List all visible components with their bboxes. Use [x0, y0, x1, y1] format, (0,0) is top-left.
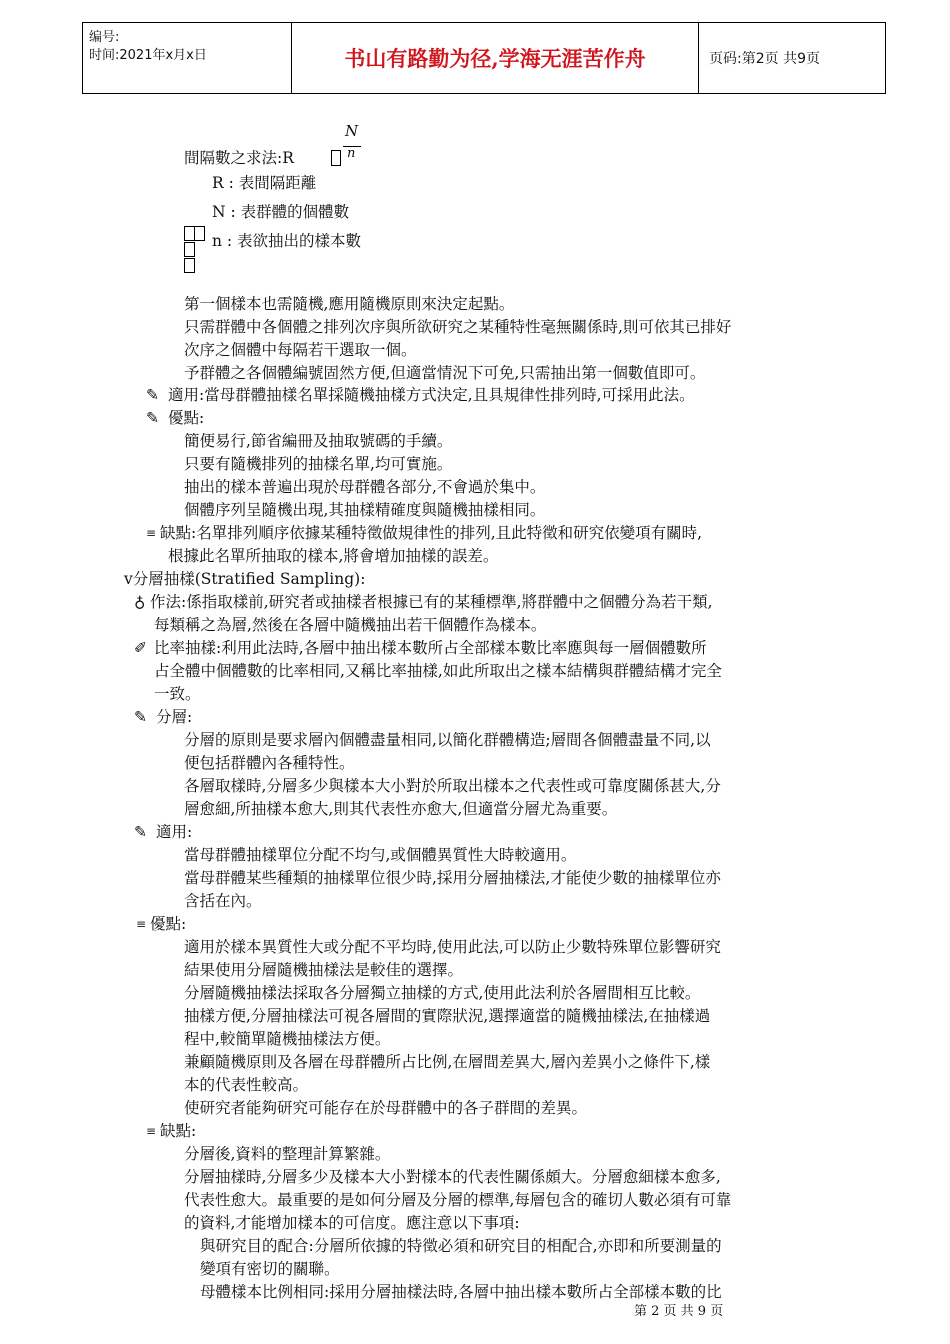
- text-line: 適用於樣本異質性大或分配不平均時,使用此法,可以防止少數特殊單位影響研究: [184, 938, 721, 956]
- formula-numerator: N: [345, 122, 359, 140]
- text-line: 第一個樣本也需隨機,應用隨機原則來決定起點。: [184, 295, 515, 313]
- text-line: 各層取樣時,分層多少與樣本大小對於所取出樣本之代表性或可靠度關係甚大,分: [184, 777, 721, 795]
- list-icon: ≡: [146, 1124, 157, 1138]
- text-line: 一致。: [154, 685, 201, 703]
- text-line: 層愈細,所抽樣本愈大,則其代表性亦愈大,但適當分層尤為重要。: [184, 800, 618, 818]
- missing-glyph-box: [184, 242, 195, 257]
- text-line: 兼顧隨機原則及各層在母群體所占比例,在層間差異大,層內差異小之條件下,樣: [184, 1053, 711, 1071]
- text-line: 本的代表性較高。: [184, 1076, 309, 1094]
- text-line: 缺點:名單排列順序依據某種特徵做規律性的排列,且此特徵和研究依變項有關時,: [160, 524, 703, 542]
- missing-glyph-box: [194, 226, 205, 241]
- text-line: 含括在內。: [184, 892, 262, 910]
- text-line: 缺點:: [160, 1122, 197, 1140]
- text-line: 適用:當母群體抽樣名單採隨機抽樣方式決定,且具規律性排列時,可採用此法。: [168, 386, 695, 404]
- text-line: 簡便易行,節省編冊及抽取號碼的手續。: [184, 432, 453, 450]
- text-line: 變項有密切的關聯。: [200, 1260, 340, 1278]
- text-line: 當母群體抽樣單位分配不均勻,或個體異質性大時較適用。: [184, 846, 577, 864]
- text-line: 適用:: [156, 823, 193, 841]
- text-line: R : 表間隔距離: [212, 174, 317, 192]
- text-line: 優點:: [168, 409, 205, 427]
- text-line: 分層:: [156, 708, 193, 726]
- text-line: 程中,較簡單隨機抽樣法方便。: [184, 1030, 391, 1048]
- time-label: 时间:2021年x月x日: [89, 48, 207, 63]
- text-line: 使研究者能夠研究可能存在於母群體中的各子群間的差異。: [184, 1099, 588, 1117]
- text-line: 優點:: [150, 915, 187, 933]
- list-icon: ≡: [136, 917, 147, 931]
- text-line: n : 表欲抽出的樣本數: [212, 232, 362, 250]
- text-line: 予群體之各個體編號固然方便,但適當情況下可免,只需抽出第一個數值即可。: [184, 364, 706, 382]
- text-line: 代表性愈大。最重要的是如何分層及分層的標準,每層包含的確切人數必須有可靠: [184, 1191, 732, 1209]
- list-icon: ≡: [146, 526, 157, 540]
- text-line: 當母群體某些種類的抽樣單位很少時,採用分層抽樣法,才能使少數的抽樣單位亦: [184, 869, 721, 887]
- text-line: 分層的原則是要求層內個體盡量相同,以簡化群體構造;層間各個體盡量不同,以: [184, 731, 711, 749]
- text-line: 抽樣方便,分層抽樣法可視各層間的實際狀況,選擇適當的隨機抽樣法,在抽樣過: [184, 1007, 711, 1025]
- text-line: 結果使用分層隨機抽樣法是較佳的選擇。: [184, 961, 464, 979]
- text-line: 個體序列呈隨機出現,其抽樣精確度與隨機抽樣相同。: [184, 501, 546, 519]
- hand-icon: ✐: [134, 639, 147, 657]
- text-line: 抽出的樣本普遍出現於母群體各部分,不會過於集中。: [184, 478, 546, 496]
- text-line: 作法:係指取樣前,研究者或抽樣者根據已有的某種標準,將群體中之個體分為若干類,: [150, 593, 713, 611]
- text-line: 比率抽樣:利用此法時,各層中抽出樣本數所占全部樣本數比率應與每一層個體數所: [154, 639, 707, 657]
- text-line: 根據此名單所抽取的樣本,將會增加抽樣的誤差。: [168, 547, 499, 565]
- pencil-icon: ✎: [146, 409, 159, 427]
- text-line: 分層抽樣時,分層多少及樣本大小對樣本的代表性關係頗大。分層愈細樣本愈多,: [184, 1168, 721, 1186]
- formula-label: 間隔數之求法:R: [184, 149, 294, 167]
- text-line: 母體樣本比例相同:採用分層抽樣法時,各層中抽出樣本數所占全部樣本數的比: [200, 1283, 722, 1301]
- text-line: 與研究目的配合:分層所依據的特徵必須和研究目的相配合,亦即和所要測量的: [200, 1237, 722, 1255]
- text-line: 分層後,資料的整理計算繁雜。: [184, 1145, 391, 1163]
- pencil-icon: ✎: [134, 823, 147, 841]
- missing-glyph-box: [331, 150, 341, 166]
- formula-denominator: n: [347, 146, 356, 161]
- number-label: 编号:: [89, 30, 120, 45]
- header-motto: 书山有路勤为径,学海无涯苦作舟: [292, 23, 699, 94]
- pencil-icon: ✎: [146, 386, 159, 404]
- text-line: N : 表群體的個體數: [212, 203, 350, 221]
- text-line: 只需群體中各個體之排列次序與所欲研究之某種特性毫無關係時,則可依其已排好: [184, 318, 732, 336]
- text-line: 每類稱之為層,然後在各層中隨機抽出若干個體作為樣本。: [154, 616, 547, 634]
- text-line: 分層隨機抽樣法採取各分層獨立抽樣的方式,使用此法利於各層間相互比較。: [184, 984, 701, 1002]
- text-line: 占全體中個體數的比率相同,又稱比率抽樣,如此所取出之樣本結構與群體結構才完全: [154, 662, 722, 680]
- text-line: 的資料,才能增加樣本的可信度。應注意以下事項:: [184, 1214, 520, 1232]
- text-line: 只要有隨機排列的抽樣名單,均可實施。: [184, 455, 453, 473]
- text-line: 便包括群體內各種特性。: [184, 754, 355, 772]
- page-header: [82, 22, 886, 94]
- text-line: 次序之個體中每隔若干選取一個。: [184, 341, 417, 359]
- section-heading: v分層抽樣(Stratified Sampling):: [124, 570, 366, 588]
- header-meta: [83, 23, 292, 94]
- missing-glyph-box: [184, 258, 195, 273]
- pencil-icon: ✎: [134, 708, 147, 726]
- mail-icon: ♁: [134, 593, 146, 611]
- header-page-info: 页码:第2页 共9页: [699, 23, 886, 94]
- page-footer: 第 2 页 共 9 页: [634, 1304, 724, 1319]
